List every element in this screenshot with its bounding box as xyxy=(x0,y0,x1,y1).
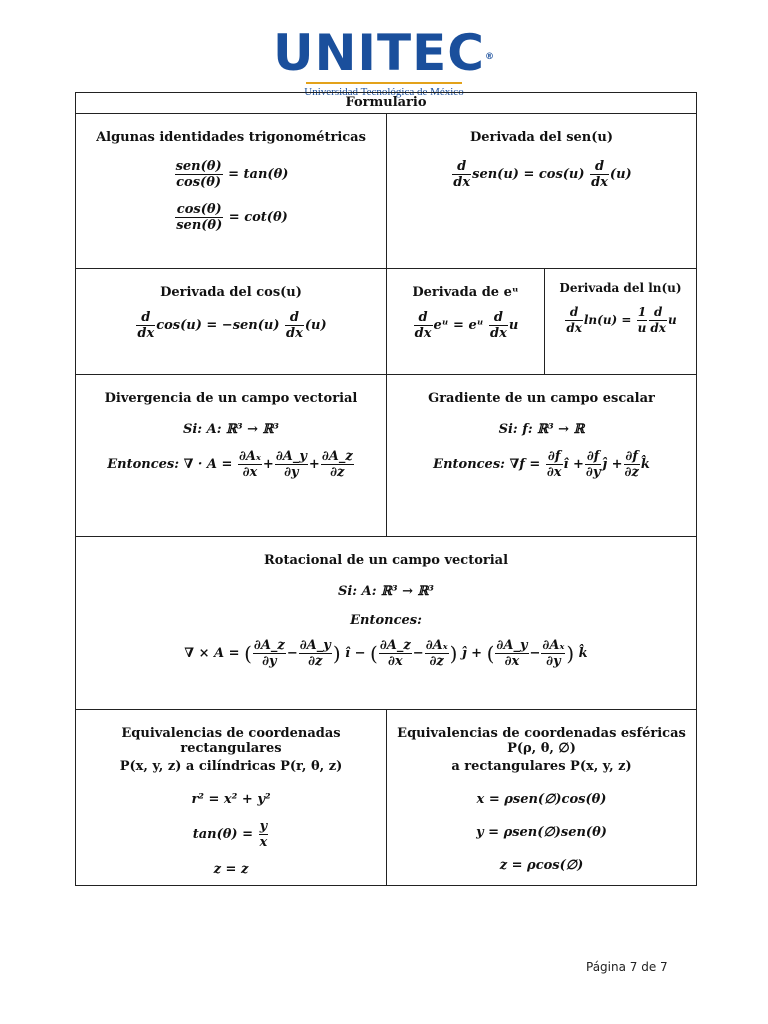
rotational-cell xyxy=(76,537,696,710)
trig-eq-cot: $\frac{\cos(\theta)}{\text{sen(θ)}}$ = cot(θ) xyxy=(176,202,288,233)
deriv-sen-title: Derivada del sen(u) xyxy=(470,130,613,145)
deriv-cos-eq: $\frac{d}{dx}$ cos(u) = −sen(u) $\frac{d}{dx}$ (u) xyxy=(137,310,327,341)
deriv-ln-cell xyxy=(545,269,696,375)
header-title: Formulario xyxy=(345,95,427,110)
deriv-sen-cell xyxy=(387,114,696,269)
deriv-ln-title: Derivada del ln(u) xyxy=(559,281,682,295)
gradient-title: Gradiente de un campo escalar xyxy=(428,391,655,406)
cylindrical-title-1: Equivalencias de coordenadas rectangulares xyxy=(121,726,341,756)
logo-wordmark: UNITEC xyxy=(272,24,485,82)
formula-sheet xyxy=(75,92,697,886)
divergence-cell xyxy=(76,375,387,537)
logo-registered-mark: ® xyxy=(485,52,495,62)
rotational-eq: ∇ × A = ( $\frac{\partial A\_z}{\partial y}$ − $\frac{\partial A\_y}{\partial z}$ ) î − ( $\frac{\partial A\_z}{\partial x}$ − $\frac{\text{∂Aₓ}}{\partial z}$ ) ĵ + ( $\frac{\partial A\_y}{\partial x}$ − $\frac{\text{∂Aₓ}}{\partial y}$ ) k̂ xyxy=(184,638,588,669)
spherical-eq-z: z = ρcos(∅) xyxy=(499,858,584,873)
trig-title: Algunas identidades trigonométricas xyxy=(96,130,366,145)
rotational-then: Entonces: xyxy=(350,613,422,628)
cylindrical-eq-tan: tan(θ) = $\frac{y}{x}$ xyxy=(192,819,268,850)
spherical-eq-y: y = ρsen(∅)sen(θ) xyxy=(476,825,607,840)
deriv-cos-title: Derivada del cos(u) xyxy=(160,285,302,300)
spherical-eq-x: x = ρsen(∅)cos(θ) xyxy=(476,792,607,807)
page-number: Página 7 de 7 xyxy=(586,960,668,974)
cylindrical-title-2: P(x, y, z) a cilíndricas P(r, θ, z) xyxy=(119,759,343,774)
gradient-domain: Si: f: ℝ³ → ℝ xyxy=(498,422,585,437)
rotational-title: Rotacional de un campo vectorial xyxy=(263,553,509,568)
deriv-exp-title: Derivada de eᵘ xyxy=(412,285,519,300)
trig-identities-cell xyxy=(76,114,387,269)
deriv-exp-eq: $\frac{d}{dx}$ eᵘ = eᵘ $\frac{d}{dx}$ u xyxy=(414,310,519,341)
deriv-cos-cell xyxy=(76,269,387,375)
logo-subtitle: Universidad Tecnológica de México xyxy=(304,86,464,98)
rotational-domain: Si: A: ℝ³ → ℝ³ xyxy=(337,584,434,599)
spherical-title-2: a rectangulares P(x, y, z) xyxy=(451,759,632,774)
unitec-logo xyxy=(0,24,768,98)
cylindrical-cell xyxy=(76,710,387,885)
logo-divider xyxy=(306,82,462,84)
gradient-cell xyxy=(387,375,696,537)
cylindrical-eq-r: r² = x² + y² xyxy=(191,792,271,807)
sheet-header xyxy=(76,93,696,114)
cylindrical-eq-z: z = z xyxy=(213,862,249,877)
spherical-cell xyxy=(387,710,696,885)
trig-eq-tan: $\frac{\text{sen(θ)}}{\cos(\theta)}$ = tan(θ) xyxy=(175,159,289,190)
divergence-title: Divergencia de un campo vectorial xyxy=(104,391,358,406)
deriv-exp-cell xyxy=(387,269,545,375)
spherical-title-1: Equivalencias de coordenadas esféricas P(ρ, θ, ∅) xyxy=(397,726,686,756)
gradient-eq: Entonces: ∇f = $\frac{\partial f}{\partial x}$ î + $\frac{\partial f}{\partial y}$ ĵ + $\frac{\partial f}{\partial z}$ k̂ xyxy=(433,449,650,480)
deriv-ln-eq: $\frac{d}{dx}$ ln(u) = $\frac{1}{u}$ $\frac{d}{dx}$ u xyxy=(566,305,677,335)
divergence-eq: Entonces: ∇ · A = $\frac{\text{∂Aₓ}}{\partial x}$ + $\frac{\partial A\_y}{\partial y}$ + $\frac{\partial A\_z}{\partial z}$ xyxy=(107,449,353,480)
divergence-domain: Si: A: ℝ³ → ℝ³ xyxy=(182,422,279,437)
deriv-sen-eq: $\frac{d}{dx}$ sen(u) = cos(u) $\frac{d}{dx}$ (u) xyxy=(453,159,632,190)
